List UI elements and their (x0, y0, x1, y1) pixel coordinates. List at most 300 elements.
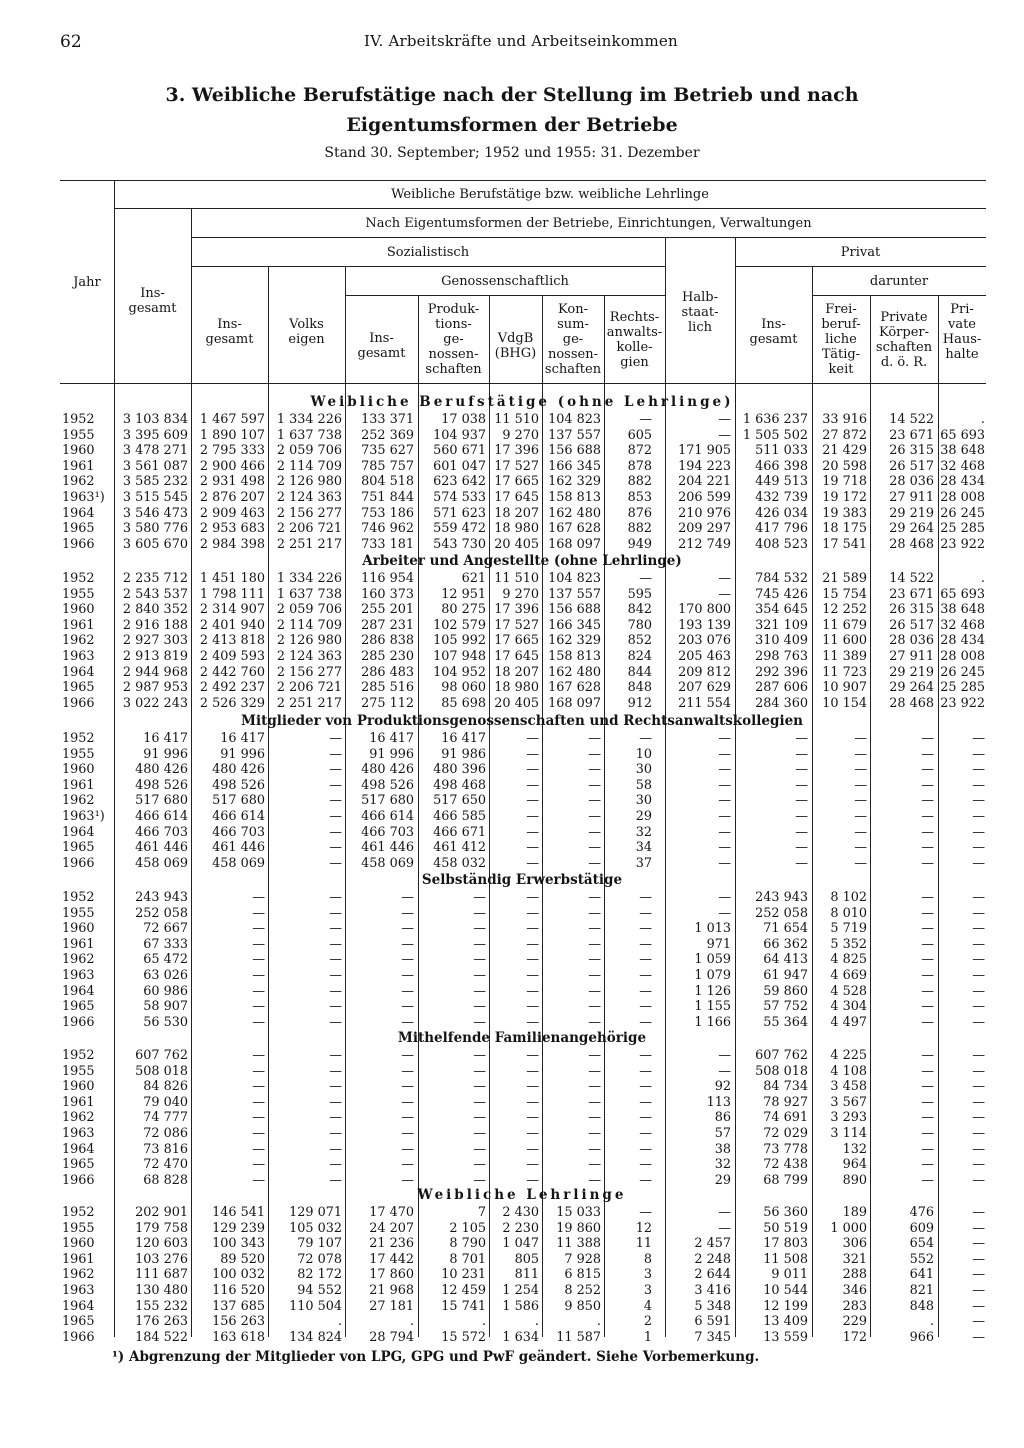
table-cell: 3 605 670 (122, 536, 188, 552)
table-cell: — (718, 1220, 731, 1236)
table-cell: 275 112 (361, 695, 414, 711)
row-year: 1960 (62, 762, 95, 778)
table-cell: 559 472 (433, 521, 486, 537)
table-cell: 18 175 (822, 521, 867, 537)
table-cell: — (473, 1126, 486, 1141)
table-cell: 621 (461, 571, 486, 586)
table-cell: 32 468 (940, 617, 985, 633)
table-cell: — (639, 1048, 652, 1063)
row-year: 1964 (62, 983, 95, 999)
row-year: 1963 (62, 649, 95, 664)
row-year: 1960 (62, 921, 95, 937)
row-year: 1955 (62, 746, 95, 762)
table-cell: — (401, 1141, 414, 1157)
table-cell: 1 079 (694, 968, 731, 983)
table-cell: 33 916 (822, 412, 867, 427)
table-cell: — (329, 952, 342, 968)
table-cell: 4 528 (830, 983, 867, 999)
row-year: 1965 (62, 521, 95, 537)
table-cell: 458 032 (433, 855, 486, 871)
table-cell: — (329, 1079, 342, 1095)
table-cell: — (588, 952, 601, 968)
table-cell: 2 059 706 (276, 443, 342, 459)
table-cell: — (588, 983, 601, 999)
table-cell: — (921, 999, 934, 1015)
table-cell: 23 671 (889, 427, 934, 443)
table-cell: 3 567 (830, 1094, 867, 1110)
table-cell: — (526, 731, 539, 746)
table-cell: 21 429 (822, 443, 867, 459)
table-cell: 7 928 (564, 1251, 601, 1267)
table-cell: — (639, 1157, 652, 1173)
table-cell: 17 396 (494, 443, 539, 459)
table-cell: — (921, 1048, 934, 1063)
table-cell: 458 069 (361, 855, 414, 871)
table-cell: — (252, 968, 265, 983)
table-cell: 745 426 (755, 586, 808, 602)
table-cell: 18 207 (494, 664, 539, 680)
header-soz-insgesamt: Ins- gesamt (205, 317, 254, 347)
table-cell: 85 698 (441, 695, 486, 711)
table-cell: — (854, 762, 867, 778)
table-cell: 28 036 (889, 474, 934, 490)
table-cell: — (329, 809, 342, 824)
table-cell: 28 794 (369, 1329, 414, 1345)
row-year: 1961 (62, 617, 95, 633)
table-cell: — (972, 840, 985, 856)
table-cell: 116 954 (361, 571, 414, 586)
table-cell: 286 838 (361, 633, 414, 649)
table-cell: — (588, 1079, 601, 1095)
table-cell: 609 (909, 1220, 934, 1236)
table-cell: 146 541 (212, 1205, 265, 1220)
table-cell: — (972, 890, 985, 905)
row-year: 1966 (62, 536, 95, 552)
row-year: 1965 (62, 840, 95, 856)
table-cell: — (401, 936, 414, 952)
table-cell: 18 207 (494, 505, 539, 521)
table-cell: — (972, 936, 985, 952)
footnote: ¹) Abgrenzung der Mitglieder von LPG, GPG und PwF geändert. Siehe Vorbemerkung. (112, 1349, 760, 1365)
table-cell: 8 252 (564, 1283, 601, 1298)
table-cell: 641 (909, 1267, 934, 1283)
table-cell: 64 413 (763, 952, 808, 968)
table-cell: 110 504 (289, 1298, 342, 1314)
table-cell: 17 470 (369, 1205, 414, 1220)
table-cell: 321 109 (755, 617, 808, 633)
table-cell: — (972, 1220, 985, 1236)
table-cell: — (526, 1157, 539, 1173)
table-cell: 167 628 (548, 680, 601, 696)
table-cell: 168 097 (548, 695, 601, 711)
table-cell: — (588, 746, 601, 762)
table-cell: 73 816 (143, 1141, 188, 1157)
table-cell: 82 172 (297, 1267, 342, 1283)
table-cell: 29 (635, 809, 652, 824)
table-cell: 72 470 (143, 1157, 188, 1173)
table-cell: 853 (627, 490, 652, 505)
table-cell: 571 623 (433, 505, 486, 521)
row-year: 1963¹) (62, 490, 105, 505)
table-cell: 2 543 537 (122, 586, 188, 602)
table-cell: 2 206 721 (276, 680, 342, 696)
table-cell: — (401, 921, 414, 937)
table-cell: 243 943 (755, 890, 808, 905)
table-cell: 27 872 (822, 427, 867, 443)
header-bottom-rule (60, 383, 986, 384)
table-cell: — (252, 952, 265, 968)
table-cell: — (639, 571, 652, 586)
table-cell: 206 599 (678, 490, 731, 505)
table-cell: 5 348 (694, 1298, 731, 1314)
table-cell: — (329, 855, 342, 871)
table-cell: 66 362 (763, 936, 808, 952)
table-cell: 480 426 (135, 762, 188, 778)
table-cell: 3 585 232 (122, 474, 188, 490)
table-cell: 72 438 (763, 1157, 808, 1173)
table-cell: — (854, 855, 867, 871)
header-top: Weibliche Berufstätige bzw. weibliche Lehrlinge (391, 187, 709, 202)
table-cell: 17 527 (494, 617, 539, 633)
table-cell: 211 554 (678, 695, 731, 711)
table-cell: 10 907 (822, 680, 867, 696)
table-cell: 67 333 (143, 936, 188, 952)
table-cell: 16 417 (220, 731, 265, 746)
table-cell: 16 417 (369, 731, 414, 746)
table-cell: 517 680 (212, 793, 265, 809)
table-cell: 94 552 (297, 1283, 342, 1298)
table-cell: 162 480 (548, 505, 601, 521)
table-cell: — (526, 840, 539, 856)
table-cell: 38 648 (940, 602, 985, 618)
table-cell: 155 232 (135, 1298, 188, 1314)
table-cell: 102 579 (433, 617, 486, 633)
table-cell: — (972, 1298, 985, 1314)
table-cell: 137 557 (548, 586, 601, 602)
table-cell: 6 815 (564, 1267, 601, 1283)
running-head: IV. Arbeitskräfte und Arbeitseinkommen (364, 32, 678, 50)
table-title-line-2: Eigentumsformen der Betriebe (346, 114, 678, 136)
table-cell: — (921, 1110, 934, 1126)
table-cell: — (473, 890, 486, 905)
table-cell: — (252, 1172, 265, 1188)
row-year: 1963¹) (62, 809, 105, 824)
table-cell: 21 968 (369, 1283, 414, 1298)
table-cell: 29 (714, 1172, 731, 1188)
table-cell: 1 637 738 (276, 427, 342, 443)
table-cell: 32 468 (940, 458, 985, 474)
table-cell: — (526, 999, 539, 1015)
table-cell: 2 900 466 (199, 458, 265, 474)
table-cell: 498 526 (361, 777, 414, 793)
table-cell: 11 510 (494, 571, 539, 586)
table-cell: 2 105 (449, 1220, 486, 1236)
table-cell: 2 916 188 (122, 617, 188, 633)
row-year: 1955 (62, 586, 95, 602)
table-cell: 4 225 (830, 1048, 867, 1063)
table-cell: — (972, 1172, 985, 1188)
table-cell: 890 (842, 1172, 867, 1188)
table-cell: 2 644 (694, 1267, 731, 1283)
table-cell: 32 (714, 1157, 731, 1173)
table-cell: 426 034 (755, 505, 808, 521)
table-cell: 17 665 (494, 633, 539, 649)
table-cell: 821 (909, 1283, 934, 1298)
row-year: 1963 (62, 1126, 95, 1141)
table-cell: 137 557 (548, 427, 601, 443)
table-cell: 32 (635, 824, 652, 840)
table-cell: 432 739 (755, 490, 808, 505)
table-cell: 19 718 (822, 474, 867, 490)
table-cell: 2 413 818 (199, 633, 265, 649)
table-cell: 105 032 (289, 1220, 342, 1236)
table-cell: 480 426 (361, 762, 414, 778)
header-vdgb: VdgB (BHG) (494, 331, 537, 361)
table-cell: 733 181 (361, 536, 414, 552)
table-cell: 16 417 (143, 731, 188, 746)
table-cell: — (921, 1172, 934, 1188)
table-cell: 29 264 (889, 680, 934, 696)
table-cell: — (854, 731, 867, 746)
table-cell: 111 687 (135, 1267, 188, 1283)
table-cell: 170 800 (678, 602, 731, 618)
table-cell: 11 679 (822, 617, 867, 633)
table-cell: 11 510 (494, 412, 539, 427)
row-year: 1952 (62, 731, 95, 746)
table-cell: — (473, 1110, 486, 1126)
table-cell: — (329, 1110, 342, 1126)
table-cell: — (639, 999, 652, 1015)
table-cell: — (252, 936, 265, 952)
table-cell: 2 126 980 (276, 474, 342, 490)
table-cell: 804 518 (361, 474, 414, 490)
table-cell: 19 383 (822, 505, 867, 521)
table-cell: — (329, 824, 342, 840)
table-cell: — (921, 952, 934, 968)
table-cell: — (921, 762, 934, 778)
row-year: 1955 (62, 1220, 95, 1236)
table-cell: 878 (627, 458, 652, 474)
row-year: 1964 (62, 664, 95, 680)
table-cell: 60 986 (143, 983, 188, 999)
table-cell: — (795, 840, 808, 856)
table-cell: 2 251 217 (276, 536, 342, 552)
table-cell: 2 314 907 (199, 602, 265, 618)
table-cell: 605 (627, 427, 652, 443)
table-cell: 116 520 (212, 1283, 265, 1298)
table-cell: 132 (842, 1141, 867, 1157)
table-cell: 1 505 502 (742, 427, 808, 443)
table-cell: — (639, 1205, 652, 1220)
table-cell: 11 600 (822, 633, 867, 649)
table-cell: — (526, 952, 539, 968)
table-cell: — (921, 809, 934, 824)
table-cell: — (252, 1048, 265, 1063)
table-cell: — (718, 571, 731, 586)
table-cell: 2 248 (694, 1251, 731, 1267)
table-cell: 6 591 (694, 1314, 731, 1330)
table-cell: — (921, 1157, 934, 1173)
table-cell: — (718, 427, 731, 443)
table-cell: — (252, 1141, 265, 1157)
table-cell: 189 (842, 1205, 867, 1220)
table-cell: 26 245 (940, 505, 985, 521)
table-cell: 876 (627, 505, 652, 521)
table-cell: — (972, 1236, 985, 1252)
table-cell: 162 329 (548, 633, 601, 649)
table-cell: — (473, 1094, 486, 1110)
table-cell: — (972, 1329, 985, 1345)
table-cell: 15 741 (441, 1298, 486, 1314)
section-title: Selbständig Erwerbstätige (421, 872, 623, 888)
table-cell: 74 691 (763, 1110, 808, 1126)
table-cell: 3 114 (830, 1126, 867, 1141)
table-cell: 2 156 277 (276, 505, 342, 521)
table-cell: 298 763 (755, 649, 808, 664)
table-cell: 1 637 738 (276, 586, 342, 602)
table-cell: 38 648 (940, 443, 985, 459)
table-cell: — (329, 1157, 342, 1173)
table-cell: 12 199 (763, 1298, 808, 1314)
header-private-koerperschaften: Private Körper- schaften d. ö. R. (875, 310, 933, 370)
table-cell: 2 953 683 (199, 521, 265, 537)
table-title-line-1: 3. Weibliche Berufstätige nach der Stellung im Betrieb und nach (165, 84, 859, 106)
table-cell: 184 522 (135, 1329, 188, 1345)
table-cell: 17 665 (494, 474, 539, 490)
table-cell: 11 508 (763, 1251, 808, 1267)
table-cell: 11 587 (556, 1329, 601, 1345)
table-cell: 26 245 (940, 664, 985, 680)
table-cell: 207 629 (678, 680, 731, 696)
header-priv-insgesamt: Ins- gesamt (749, 317, 798, 347)
table-cell: 449 513 (755, 474, 808, 490)
table-cell: — (639, 968, 652, 983)
header-rechtsanwaltskollegien: Rechts- anwalts- kolle- gien (606, 310, 663, 370)
table-cell: 466 398 (755, 458, 808, 474)
table-cell: 3 478 271 (122, 443, 188, 459)
table-cell: — (329, 731, 342, 746)
table-cell: — (401, 905, 414, 921)
table-cell: — (329, 1172, 342, 1188)
table-cell: — (921, 1063, 934, 1079)
table-cell: 458 069 (212, 855, 265, 871)
table-cell: — (401, 1094, 414, 1110)
table-cell: 10 154 (822, 695, 867, 711)
table-cell: 2 526 329 (199, 695, 265, 711)
table-cell: 26 517 (889, 458, 934, 474)
table-cell: — (854, 793, 867, 809)
table-cell: — (639, 952, 652, 968)
table-cell: 16 417 (441, 731, 486, 746)
table-cell: — (401, 1157, 414, 1173)
table-cell: 2 (643, 1314, 652, 1330)
table-cell: 654 (909, 1236, 934, 1252)
table-cell: — (718, 793, 731, 809)
table-cell: 2 430 (502, 1205, 539, 1220)
table-cell: — (854, 746, 867, 762)
table-cell: 4 (643, 1298, 652, 1314)
table-cell: 321 (842, 1251, 867, 1267)
table-cell: 59 860 (763, 983, 808, 999)
table-cell: 104 937 (433, 427, 486, 443)
row-year: 1962 (62, 952, 95, 968)
table-cell: — (718, 1205, 731, 1220)
table-cell: 104 952 (433, 664, 486, 680)
table-cell: — (639, 1094, 652, 1110)
table-cell: 105 992 (433, 633, 486, 649)
table-cell: — (718, 777, 731, 793)
table-cell: 2 251 217 (276, 695, 342, 711)
table-cell: — (921, 731, 934, 746)
table-cell: 158 813 (548, 649, 601, 664)
table-cell: 7 345 (694, 1329, 731, 1345)
table-cell: — (473, 1141, 486, 1157)
table-cell: 158 813 (548, 490, 601, 505)
table-cell: — (252, 1126, 265, 1141)
table-cell: — (526, 855, 539, 871)
table-cell: — (473, 1172, 486, 1188)
table-cell: 285 516 (361, 680, 414, 696)
table-cell: 7 (477, 1205, 486, 1220)
table-cell: — (639, 412, 652, 427)
table-cell: 156 263 (212, 1314, 265, 1330)
table-cell: — (473, 1157, 486, 1173)
table-cell: 103 276 (135, 1251, 188, 1267)
table-cell: 38 (714, 1141, 731, 1157)
table-cell: 5 352 (830, 936, 867, 952)
table-cell: 466 614 (361, 809, 414, 824)
table-cell: 57 (714, 1126, 731, 1141)
table-cell: 508 018 (755, 1063, 808, 1079)
table-cell: — (252, 999, 265, 1015)
table-cell: — (854, 824, 867, 840)
table-cell: 205 463 (678, 649, 731, 664)
table-cell: — (718, 890, 731, 905)
table-cell: — (588, 890, 601, 905)
table-cell: 58 907 (143, 999, 188, 1015)
row-year: 1955 (62, 905, 95, 921)
table-cell: 252 058 (755, 905, 808, 921)
table-cell: 607 762 (755, 1048, 808, 1063)
table-cell: 286 483 (361, 664, 414, 680)
table-cell: 2 913 819 (122, 649, 188, 664)
table-cell: — (401, 1126, 414, 1141)
section-title: Mithelfende Familienangehörige (397, 1030, 647, 1046)
table-cell: — (718, 840, 731, 856)
table-cell: 2 409 593 (199, 649, 265, 664)
table-cell: 15 572 (441, 1329, 486, 1345)
table-cell: 24 207 (369, 1220, 414, 1236)
table-cell: — (401, 1079, 414, 1095)
table-cell: — (401, 952, 414, 968)
table-cell: — (921, 1014, 934, 1030)
table-cell: — (718, 1048, 731, 1063)
table-cell: 785 757 (361, 458, 414, 474)
table-cell: 1 334 226 (276, 571, 342, 586)
table-cell: — (972, 777, 985, 793)
table-cell: — (972, 921, 985, 937)
table-cell: — (588, 1094, 601, 1110)
row-year: 1964 (62, 1298, 95, 1314)
table-cell: — (588, 1048, 601, 1063)
table-cell: 2 944 968 (122, 664, 188, 680)
table-cell: 466 703 (212, 824, 265, 840)
table-cell: 2 987 953 (122, 680, 188, 696)
table-cell: — (526, 793, 539, 809)
table-cell: 29 219 (889, 664, 934, 680)
table-cell: 1 451 180 (199, 571, 265, 586)
table-cell: 2 876 207 (199, 490, 265, 505)
